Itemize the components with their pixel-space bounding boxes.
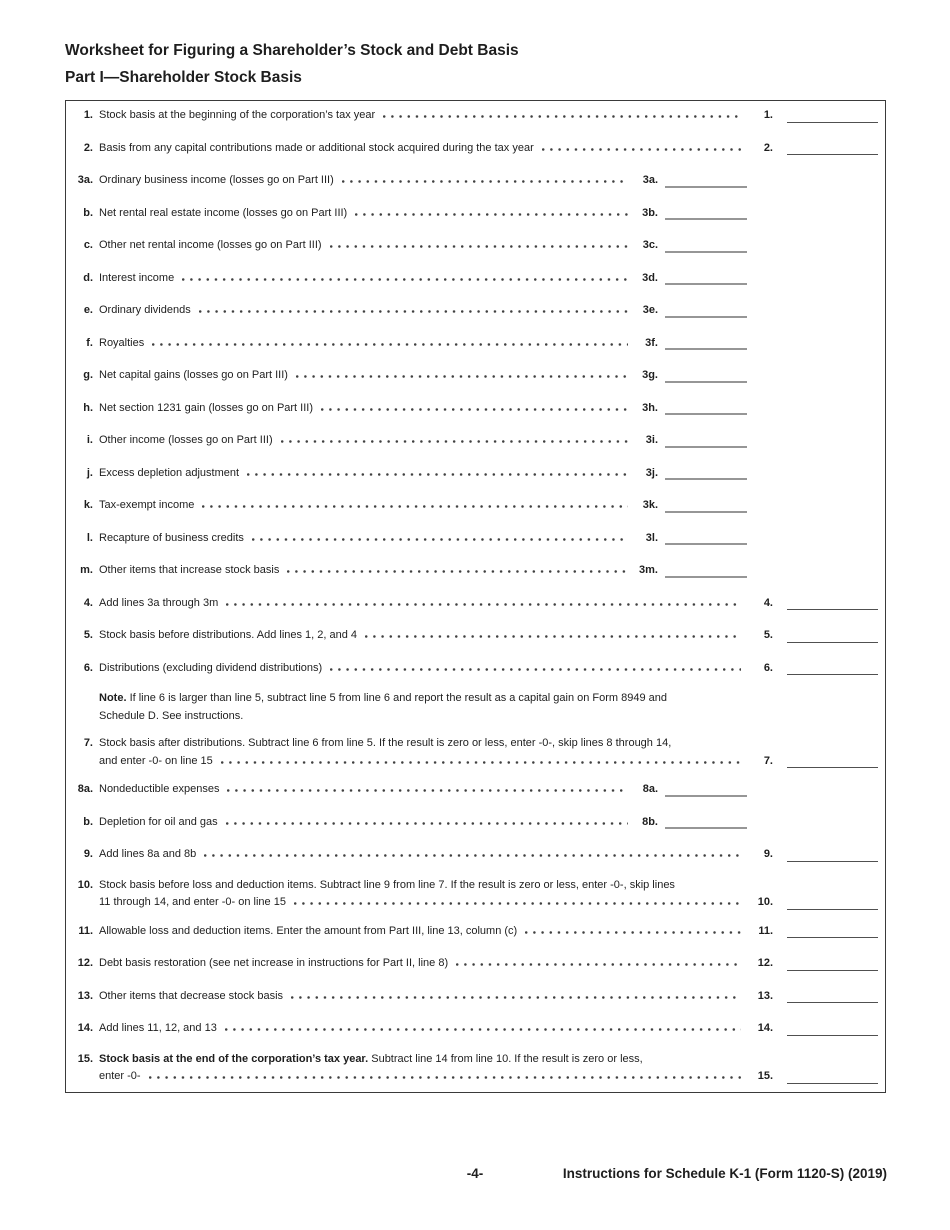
line-label: Excess depletion adjustment bbox=[99, 466, 240, 479]
row-body bbox=[99, 466, 878, 481]
worksheet-row bbox=[66, 336, 878, 351]
row-body bbox=[99, 368, 878, 383]
dot-leader bbox=[149, 1076, 741, 1079]
line-continuation bbox=[99, 894, 878, 912]
row-body bbox=[99, 956, 878, 971]
line-number: 4. bbox=[83, 596, 93, 609]
line-number: 8a. bbox=[77, 783, 93, 795]
worksheet-row bbox=[66, 433, 878, 448]
entry-number: 3d. bbox=[642, 271, 658, 284]
entry-line-3j[interactable] bbox=[665, 474, 747, 480]
line-number: j. bbox=[86, 466, 93, 479]
dot-leader bbox=[542, 148, 741, 151]
worksheet-row bbox=[66, 531, 878, 546]
entry-line-9[interactable] bbox=[787, 857, 878, 862]
worksheet-row bbox=[66, 847, 878, 862]
entry-line-8b[interactable] bbox=[665, 823, 747, 829]
line-label: Tax-exempt income bbox=[99, 499, 195, 511]
worksheet-row bbox=[66, 877, 878, 912]
line-label: Other items that increase stock basis bbox=[99, 564, 280, 576]
dot-leader bbox=[287, 570, 628, 573]
entry-line-3b[interactable] bbox=[665, 214, 747, 220]
line-label: Ordinary business income (losses go on Part III) bbox=[99, 174, 334, 186]
row-body bbox=[99, 303, 878, 318]
entry-line-6[interactable] bbox=[787, 670, 878, 675]
entry-line-7[interactable] bbox=[787, 763, 878, 768]
entry-number: 3c. bbox=[642, 239, 658, 251]
line-label: Schedule D. See instructions. bbox=[99, 709, 244, 722]
dot-leader bbox=[342, 180, 628, 183]
worksheet-row bbox=[66, 661, 878, 676]
dot-leader bbox=[226, 822, 628, 825]
entry-line-3h[interactable] bbox=[665, 409, 747, 415]
worksheet-row bbox=[66, 735, 878, 770]
entry-number: 3l. bbox=[645, 531, 658, 544]
worksheet-row bbox=[66, 271, 878, 286]
entry-line-13[interactable] bbox=[787, 998, 878, 1003]
line-number: i. bbox=[86, 434, 93, 446]
entry-line-3e[interactable] bbox=[665, 312, 747, 318]
entry-number: 8b. bbox=[642, 815, 658, 828]
line-number: 14. bbox=[77, 1022, 93, 1034]
line-number: g. bbox=[83, 369, 93, 381]
line-label: Nondeductible expenses bbox=[99, 783, 220, 795]
line-label: 11 through 14, and enter -0- on line 15 bbox=[99, 896, 286, 908]
worksheet-row bbox=[66, 956, 878, 971]
line-continuation bbox=[99, 708, 878, 726]
part-title: Part I—Shareholder Stock Basis bbox=[65, 69, 302, 86]
entry-line-2[interactable] bbox=[787, 150, 878, 155]
line-number: h. bbox=[83, 401, 93, 414]
line-number: e. bbox=[83, 304, 93, 316]
entry-number: 4. bbox=[763, 596, 773, 609]
dot-leader bbox=[355, 213, 628, 216]
entry-number: 6. bbox=[763, 661, 773, 674]
row-body bbox=[99, 173, 878, 188]
dot-leader bbox=[296, 375, 628, 378]
line-number: f. bbox=[86, 336, 93, 349]
dot-leader bbox=[365, 635, 741, 638]
worksheet-row bbox=[66, 815, 878, 830]
row-body bbox=[99, 1021, 878, 1036]
worksheet-title: Worksheet for Figuring a Shareholder’s Stock and Debt Basis bbox=[65, 42, 519, 59]
row-body bbox=[99, 877, 878, 912]
row-body bbox=[99, 108, 878, 123]
line-label: Interest income bbox=[99, 271, 175, 284]
entry-number: 7. bbox=[763, 754, 773, 767]
worksheet-row bbox=[66, 924, 878, 939]
dot-leader bbox=[383, 115, 741, 118]
entry-line-3l[interactable] bbox=[665, 539, 747, 545]
dot-leader bbox=[252, 538, 628, 541]
entry-number: 3b. bbox=[642, 206, 658, 219]
worksheet-row bbox=[66, 596, 878, 611]
row-body bbox=[99, 924, 878, 939]
entry-line-3g[interactable] bbox=[665, 377, 747, 383]
entry-number: 3e. bbox=[642, 304, 658, 316]
worksheet-row bbox=[66, 563, 878, 578]
entry-number: 2. bbox=[763, 141, 773, 154]
row-body bbox=[99, 847, 878, 862]
line-label: Royalties bbox=[99, 336, 145, 349]
entry-number: 3m. bbox=[639, 564, 658, 576]
entry-number: 3i. bbox=[645, 434, 658, 446]
dot-leader bbox=[221, 761, 741, 764]
line-label: Net rental real estate income (losses go on Part III) bbox=[99, 206, 348, 219]
dot-leader bbox=[330, 245, 628, 248]
line-number: 6. bbox=[83, 661, 93, 674]
line-label: Other items that decrease stock basis bbox=[99, 989, 284, 1002]
line-label: enter -0- bbox=[99, 1070, 141, 1082]
line-label: and enter -0- on line 15 bbox=[99, 754, 213, 767]
entry-line-1[interactable] bbox=[787, 118, 878, 123]
worksheet-row bbox=[66, 628, 878, 643]
entry-number: 5. bbox=[763, 629, 773, 641]
line-label: Depletion for oil and gas bbox=[99, 815, 218, 828]
entry-line-5[interactable] bbox=[787, 638, 878, 643]
dot-leader bbox=[525, 931, 741, 934]
worksheet-row bbox=[66, 206, 878, 221]
dot-leader bbox=[225, 1028, 741, 1031]
dot-leader bbox=[204, 854, 741, 857]
row-body bbox=[99, 690, 878, 725]
line-number: 7. bbox=[83, 737, 93, 749]
row-body bbox=[99, 628, 878, 643]
line-number: 5. bbox=[83, 629, 93, 641]
entry-number: 3f. bbox=[645, 336, 658, 349]
line-label: Stock basis before loss and deduction items. Subtract line 9 from line 7. If the result is zero or less, enter -0-, skip lines bbox=[99, 878, 675, 891]
entry-line-3d[interactable] bbox=[665, 279, 747, 285]
entry-line-3c[interactable] bbox=[665, 247, 747, 253]
line-label: Add lines 3a through 3m bbox=[99, 596, 219, 609]
entry-number: 14. bbox=[757, 1022, 773, 1034]
line-label: Add lines 8a and 8b bbox=[99, 848, 197, 860]
entry-number: 15. bbox=[757, 1070, 773, 1082]
entry-number: 10. bbox=[757, 896, 773, 908]
worksheet-row bbox=[66, 238, 878, 253]
row-body bbox=[99, 531, 878, 546]
line-label: Recapture of business credits bbox=[99, 531, 244, 544]
row-body bbox=[99, 1051, 878, 1086]
line-label: Stock basis at the end of the corporation’s tax year. Subtract line 14 from line 10. If the result is zero or less, bbox=[99, 1052, 643, 1065]
entry-number: 11. bbox=[758, 924, 773, 937]
line-number: b. bbox=[83, 206, 93, 219]
line-label: Stock basis after distributions. Subtract line 6 from line 5. If the result is zero or less, enter -0-, skip lines 8 through 14, bbox=[99, 737, 672, 749]
row-body bbox=[99, 498, 878, 513]
worksheet-row bbox=[66, 498, 878, 513]
line-number: 3a. bbox=[77, 174, 93, 186]
entry-line-12[interactable] bbox=[787, 966, 878, 971]
dot-leader bbox=[227, 789, 628, 792]
row-body bbox=[99, 596, 878, 611]
entry-number: 12. bbox=[757, 957, 773, 969]
row-body bbox=[99, 989, 878, 1004]
line-label: Stock basis at the beginning of the corporation’s tax year bbox=[99, 109, 376, 121]
line-number: 1. bbox=[83, 109, 93, 121]
line-label: Other income (losses go on Part III) bbox=[99, 434, 273, 446]
dot-leader bbox=[199, 310, 628, 313]
worksheet-row bbox=[66, 141, 878, 156]
line-number: 9. bbox=[83, 848, 93, 860]
entry-number: 3k. bbox=[642, 499, 658, 511]
line-number: 11. bbox=[78, 924, 93, 937]
entry-line-10[interactable] bbox=[787, 905, 878, 910]
row-body bbox=[99, 661, 878, 676]
line-number: b. bbox=[83, 815, 93, 828]
line-number: m. bbox=[80, 564, 93, 576]
line-label: Net capital gains (losses go on Part III) bbox=[99, 369, 288, 381]
worksheet-row bbox=[66, 1021, 878, 1036]
entry-line-8a[interactable] bbox=[665, 791, 747, 797]
row-body bbox=[99, 206, 878, 221]
entry-line-3k[interactable] bbox=[665, 507, 747, 513]
worksheet-row bbox=[66, 108, 878, 123]
line-label: Ordinary dividends bbox=[99, 304, 191, 316]
line-label: Debt basis restoration (see net increase in instructions for Part II, line 8) bbox=[99, 957, 449, 969]
line-number: 10. bbox=[77, 878, 93, 891]
entry-line-4[interactable] bbox=[787, 605, 878, 610]
line-label: Basis from any capital contributions made or additional stock acquired during the tax year bbox=[99, 141, 534, 154]
line-label: Add lines 11, 12, and 13 bbox=[99, 1022, 217, 1034]
dot-leader bbox=[182, 278, 628, 281]
worksheet-row bbox=[66, 401, 878, 416]
dot-leader bbox=[247, 473, 628, 476]
entry-number: 8a. bbox=[642, 783, 658, 795]
entry-line-3m[interactable] bbox=[665, 572, 747, 578]
worksheet-row bbox=[66, 303, 878, 318]
row-body bbox=[99, 238, 878, 253]
line-number: 12. bbox=[77, 957, 93, 969]
entry-number: 1. bbox=[763, 109, 773, 121]
line-number: c. bbox=[83, 239, 93, 251]
entry-number: 13. bbox=[757, 989, 773, 1002]
entry-number: 3h. bbox=[642, 401, 658, 414]
line-label: Other net rental income (losses go on Part III) bbox=[99, 239, 322, 251]
entry-line-3i[interactable] bbox=[665, 442, 747, 448]
row-body bbox=[99, 336, 878, 351]
line-number: l. bbox=[86, 531, 93, 544]
entry-number: 9. bbox=[763, 848, 773, 860]
line-number: d. bbox=[83, 271, 93, 284]
line-continuation bbox=[99, 1068, 878, 1086]
line-label: Allowable loss and deduction items. Enter the amount from Part III, line 13, column (c) bbox=[99, 924, 518, 937]
note-row bbox=[66, 690, 878, 725]
worksheet-row bbox=[66, 782, 878, 797]
line-continuation bbox=[99, 753, 878, 771]
entry-number: 3a. bbox=[642, 174, 658, 186]
worksheet-box bbox=[65, 100, 886, 1093]
line-label: Stock basis before distributions. Add lines 1, 2, and 4 bbox=[99, 629, 358, 641]
worksheet-row bbox=[66, 989, 878, 1004]
document-title: Instructions for Schedule K-1 (Form 1120-S) (2019) bbox=[562, 1166, 887, 1181]
entry-line-3f[interactable] bbox=[665, 344, 747, 350]
line-number: 2. bbox=[83, 141, 93, 154]
worksheet-row bbox=[66, 1051, 878, 1086]
line-number: k. bbox=[83, 499, 93, 511]
entry-number: 3g. bbox=[642, 369, 658, 381]
worksheet-row bbox=[66, 368, 878, 383]
page-number: -4- bbox=[466, 1166, 484, 1181]
dot-leader bbox=[291, 996, 741, 999]
entry-line-14[interactable] bbox=[787, 1031, 878, 1036]
row-body bbox=[99, 141, 878, 156]
row-body bbox=[99, 782, 878, 797]
entry-line-3a[interactable] bbox=[665, 182, 747, 188]
line-label: Net section 1231 gain (losses go on Part III) bbox=[99, 401, 314, 414]
dot-leader bbox=[202, 505, 628, 508]
entry-number: 3j. bbox=[645, 466, 658, 479]
dot-leader bbox=[330, 668, 741, 671]
worksheet-row bbox=[66, 466, 878, 481]
entry-line-11[interactable] bbox=[787, 933, 878, 938]
row-body bbox=[99, 401, 878, 416]
dot-leader bbox=[152, 343, 628, 346]
dot-leader bbox=[281, 440, 628, 443]
dot-leader bbox=[321, 408, 628, 411]
line-number: 15. bbox=[77, 1052, 93, 1065]
row-body bbox=[99, 815, 878, 830]
line-label: Note. If line 6 is larger than line 5, subtract line 5 from line 6 and report the result as a capital gain on Form 8949 and bbox=[99, 692, 668, 704]
row-body bbox=[99, 271, 878, 286]
row-body bbox=[99, 563, 878, 578]
dot-leader bbox=[294, 902, 741, 905]
row-body bbox=[99, 433, 878, 448]
worksheet-row bbox=[66, 173, 878, 188]
dot-leader bbox=[456, 963, 741, 966]
dot-leader bbox=[226, 603, 741, 606]
row-body bbox=[99, 735, 878, 770]
line-label: Distributions (excluding dividend distributions) bbox=[99, 661, 323, 674]
entry-line-15[interactable] bbox=[787, 1079, 878, 1084]
line-number: 13. bbox=[77, 989, 93, 1002]
